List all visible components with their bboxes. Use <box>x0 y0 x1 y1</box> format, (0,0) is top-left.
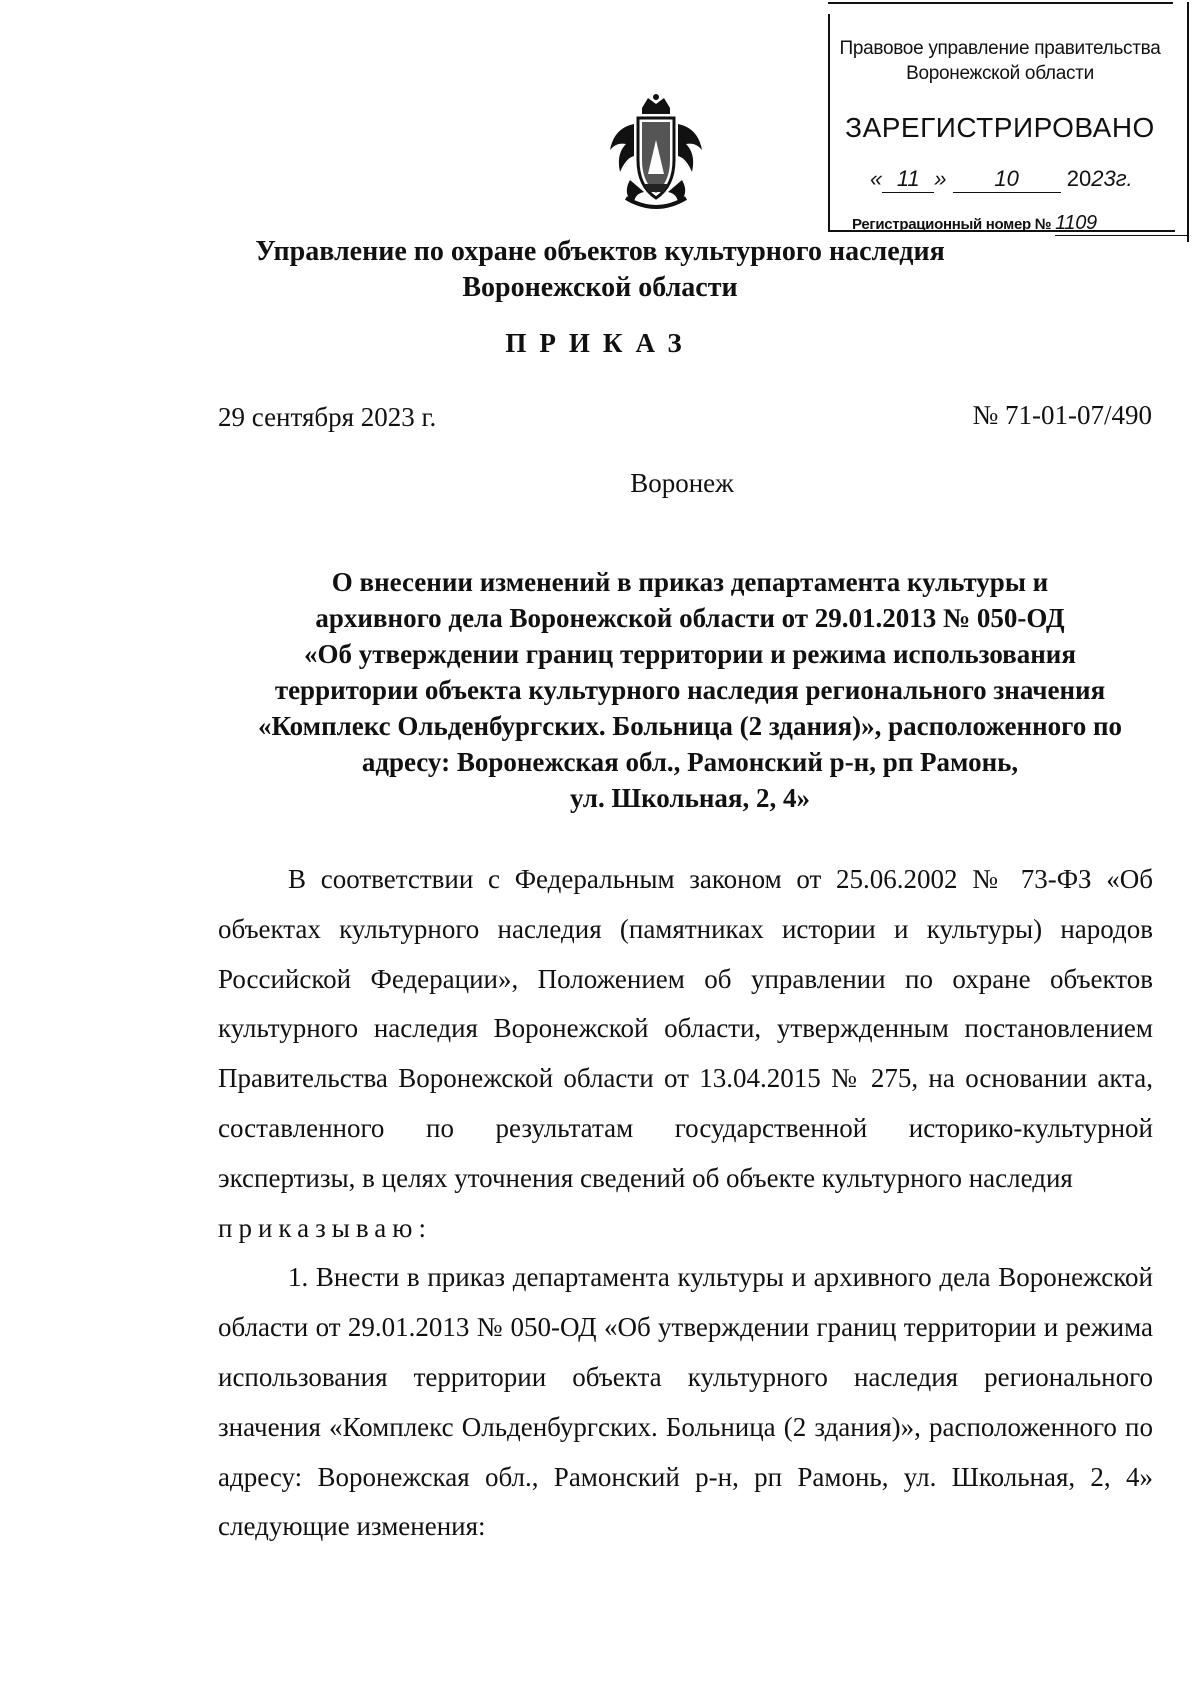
document-number: № 71-01-07/490 <box>972 400 1152 430</box>
preamble-paragraph: В соответствии с Федеральным законом от 25.06.2002 № 73-ФЗ «Об объектах культурного наследия (памятниках истории и культуры) народов Российской Федерации», Положением об управлении по охране объектов культурного наследия Воронежской области, утвержденным постановлением Правительства Воронежской области от 13.04.2015 № 275, на основании акта, составленного по результатам государственной историко-культурной экспертизы, в целях уточнения сведений об объекте культурного наследия <box>218 864 1153 1193</box>
document-date: 29 сентября 2023 г. <box>218 402 437 432</box>
subject-line: территории объекта культурного наследия регионального значения <box>274 675 1106 705</box>
organization-heading <box>0 234 1200 306</box>
organization-line-2: Воронежской области <box>462 272 738 303</box>
document-type-title: ПРИКАЗ <box>505 328 695 358</box>
subject-line: «Об утверждении границ территории и режима использования <box>304 639 1076 669</box>
subject-line: адресу: Воронежская обл., Рамонский р-н, рп Рамонь, <box>361 747 1019 777</box>
stamp-reg-number-value: 1109 <box>1055 212 1187 236</box>
stamp-date-year-suffix: 23 <box>1091 166 1116 191</box>
subject-line: архивного дела Воронежской области от 29.01.2013 № 050-ОД <box>315 603 1065 633</box>
voronezh-coat-of-arms-icon <box>604 94 708 212</box>
stamp-registration-number <box>852 212 1187 236</box>
stamp-border-right <box>1187 2 1189 242</box>
document-subject <box>230 564 1150 816</box>
stamp-status: ЗАРЕГИСТРИРОВАНО <box>845 112 1155 143</box>
stamp-date: « 11 » 10 2023г. <box>870 166 1133 191</box>
stamp-date-month: 10 <box>953 166 1061 193</box>
organization-line-1: Управление по охране объектов культурного наследия <box>255 236 945 267</box>
order-item-1: 1. Внести в приказ департамента культуры и архивного дела Воронежской области от 29.01.2013 № 050-ОД «Об утверждении границ территории и режима использования территории объекта культурного наследия регионального значения «Комплекс Ольденбургских. Больница (2 здания)», расположенного по адресу: Воронежская обл., Рамонский р-н, рп Рамонь, ул. Школьная, 2, 4» следующие изменения: <box>218 1262 1153 1542</box>
subject-line: «Комплекс Ольденбургских. Больница (2 здания)», расположенного по <box>257 711 1123 741</box>
stamp-date-year-prefix: 20 <box>1066 166 1092 191</box>
subject-line: О внесении изменений в приказ департамента культуры и <box>331 567 1049 597</box>
order-word: приказываю: <box>218 1212 432 1243</box>
stamp-date-day: 11 <box>882 166 934 193</box>
stamp-organization: Правовое управление правительства Воронежской области <box>839 38 1161 84</box>
stamp-reg-number-label: Регистрационный номер № <box>852 216 1052 233</box>
document-city: Воронеж <box>630 468 734 498</box>
registration-stamp <box>828 14 1175 232</box>
subject-line: ул. Школьная, 2, 4» <box>569 783 811 813</box>
document-body <box>218 855 1153 1552</box>
stamp-border-top <box>828 2 1173 4</box>
